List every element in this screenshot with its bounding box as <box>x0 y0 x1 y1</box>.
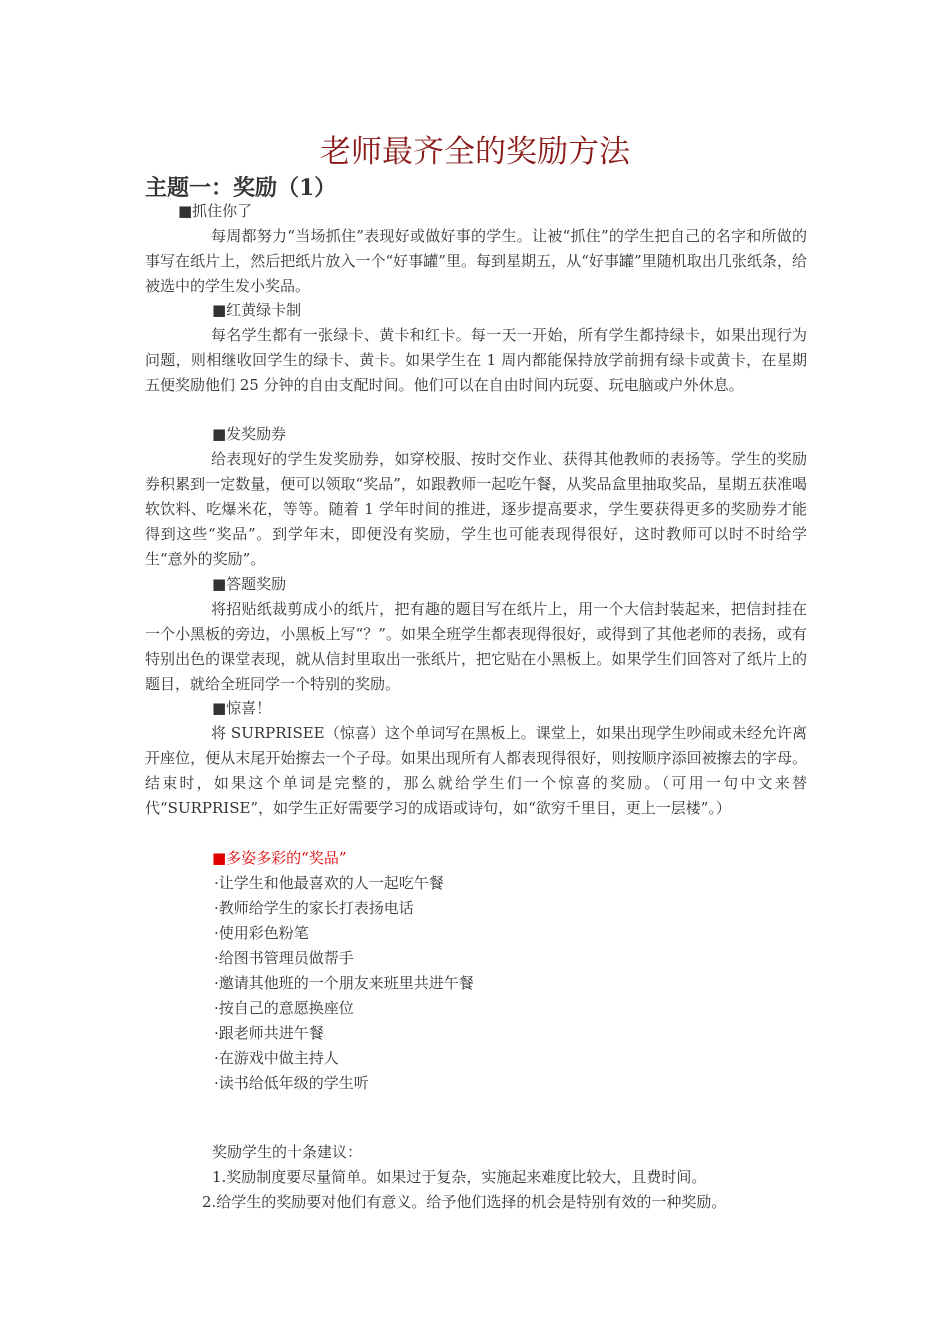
list-item: ·使用彩色粉笔 <box>214 924 309 942</box>
section-label-vouchers: ■发奖励券 <box>212 425 287 443</box>
list-item: ·教师给学生的家长打表扬电话 <box>214 899 414 917</box>
suggestions-heading: 奖励学生的十条建议： <box>212 1143 363 1161</box>
list-item: ·邀请其他班的一个朋友来班里共进午餐 <box>214 974 474 992</box>
section-body-vouchers <box>145 447 807 572</box>
list-item: ·让学生和他最喜欢的人一起吃午餐 <box>214 874 444 892</box>
section-body-surprise <box>145 721 807 821</box>
list-item: ·给图书管理员做帮手 <box>214 949 354 967</box>
section-body-cards <box>145 323 807 398</box>
section-body-quiz <box>145 597 807 697</box>
list-item: ·按自己的意愿换座位 <box>214 999 354 1017</box>
paragraph: 将 SURPRISEE（惊喜）这个单词写在黑板上。课堂上，如果出现学生吵闹或未经允许离开座位，便从末尾开始擦去一个子母。如果出现所有人都表现得很好，则按顺序添回被擦去的字母。结束时，如果这个单词是完整的，那么就给学生们一个惊喜的奖励。（可用一句中文来替代“SURPRISE”，如学生正好需要学习的成语或诗句，如“欲穷千里目，更上一层楼”。） <box>145 724 807 817</box>
suggestion-item: 1.奖励制度要尽量简单。如果过于复杂，实施起来难度比较大，且费时间。 <box>212 1168 707 1186</box>
section-label-cards: ■红黄绿卡制 <box>212 301 302 319</box>
paragraph: 给表现好的学生发奖励券，如穿校服、按时交作业、获得其他教师的表扬等。学生的奖励券积累到一定数量，便可以领取“奖品”，如跟教师一起吃午餐，从奖品盒里抽取奖品，星期五获准喝软饮料、吃爆米花，等等。随着 1 学年时间的推进，逐步提高要求，学生要获得更多的奖励券才能得到这些“奖品”。到学年末，即便没有奖励，学生也可能表现得很好，这时教师可以时不时给学生“意外的奖励”。 <box>145 450 807 568</box>
section-label-surprise: ■惊喜！ <box>212 699 272 717</box>
section-body-catch <box>145 224 807 299</box>
rewards-list <box>214 871 474 1096</box>
list-item: ·跟老师共进午餐 <box>214 1024 324 1042</box>
rewards-label: ■多姿多彩的“奖品” <box>212 849 347 867</box>
section-heading: 主题一：奖励（1） <box>145 175 337 201</box>
document-title: 老师最齐全的奖励方法 <box>320 134 630 170</box>
list-item: ·读书给低年级的学生听 <box>214 1074 369 1092</box>
list-item: ·在游戏中做主持人 <box>214 1049 339 1067</box>
paragraph: 将招贴纸裁剪成小的纸片，把有趣的题目写在纸片上，用一个大信封装起来，把信封挂在一个小黑板的旁边，小黑板上写“？”。如果全班学生都表现得很好，或得到了其他老师的表扬，或有特别出色的课堂表现，就从信封里取出一张纸片，把它贴在小黑板上。如果学生们回答对了纸片上的题目，就给全班同学一个特别的奖励。 <box>145 600 807 693</box>
paragraph: 每名学生都有一张绿卡、黄卡和红卡。每一天一开始，所有学生都持绿卡，如果出现行为问题，则相继收回学生的绿卡、黄卡。如果学生在 1 周内都能保持放学前拥有绿卡或黄卡，在星期五便奖励他们 25 分钟的自由支配时间。他们可以在自由时间内玩耍、玩电脑或户外休息。 <box>145 326 807 394</box>
suggestion-item: 2.给学生的奖励要对他们有意义。给予他们选择的机会是特别有效的一种奖励。 <box>202 1193 727 1211</box>
section-label-quiz: ■答题奖励 <box>212 575 287 593</box>
section-label-catch: ■抓住你了 <box>178 202 253 220</box>
paragraph: 每周都努力“当场抓住”表现好或做好事的学生。让被“抓住”的学生把自己的名字和所做的事写在纸片上，然后把纸片放入一个“好事罐”里。每到星期五，从“好事罐”里随机取出几张纸条，给被选中的学生发小奖品。 <box>145 227 807 295</box>
